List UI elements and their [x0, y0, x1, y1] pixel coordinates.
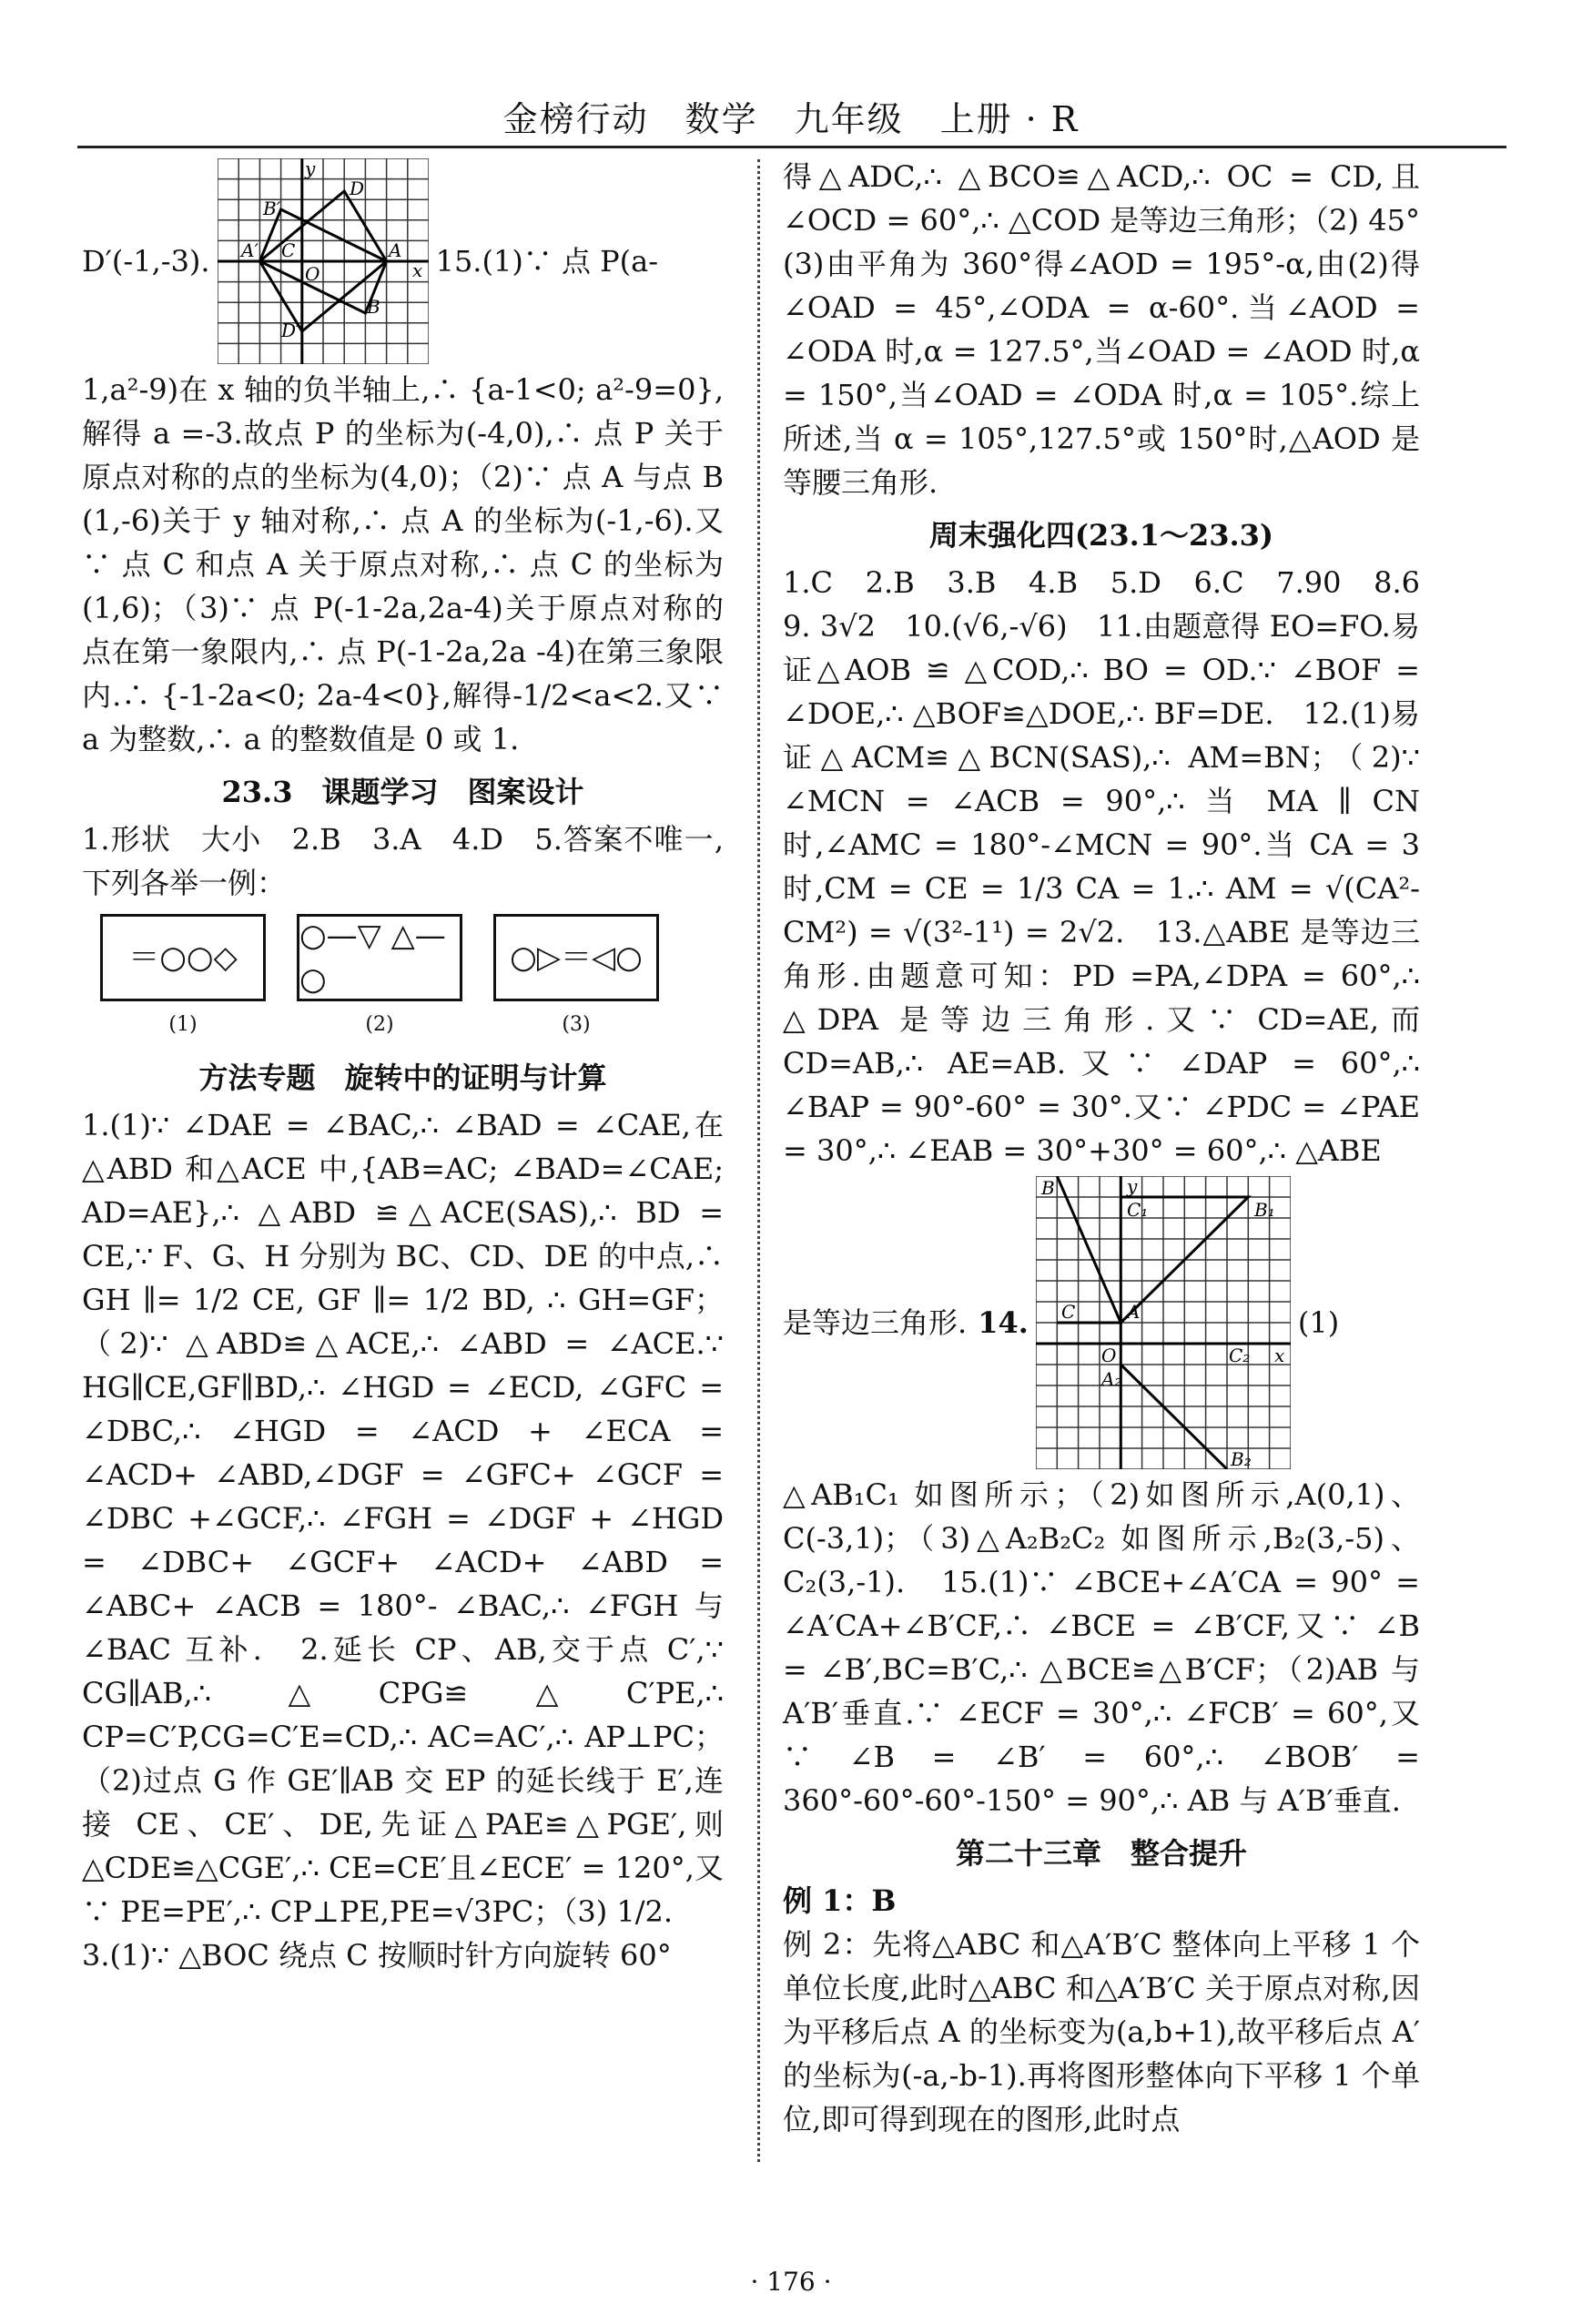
column-separator [757, 159, 760, 2162]
fig1-label-b-prime: B′ [262, 198, 280, 219]
right-p3c: (1) [1297, 1305, 1340, 1340]
right-p3a: 是等边三角形. [783, 1305, 968, 1340]
right-p6: 例 2：先将△ABC 和△A′B′C 整体向上平移 1 个单位长度,此时△ABC 和△A′B′C 关于原点对称,因为平移后点 A 的坐标变为(a,b+1),故平移后点 A′的坐标为(-a,-b-1).再将图形整体向下平移 1 个单位,即可得到现在的图形,此时点 [783, 1927, 1420, 2136]
fig1-label-c: C [280, 239, 295, 261]
fig2-label-b: B [1040, 1177, 1055, 1199]
page-number: · 176 · [750, 2267, 832, 2297]
fig1-label-a-prime: A′ [240, 239, 259, 261]
pattern-cap-2: (2) [365, 1013, 394, 1036]
pattern-cap-1: (1) [168, 1013, 198, 1036]
fig1-label-o: O [304, 263, 319, 285]
section-heading-method: 方法专题 旋转中的证明与计算 [198, 1061, 607, 1095]
header-rule [77, 146, 1506, 148]
fig1-label-b: B [366, 296, 380, 318]
right-p5: 例 1：B [783, 1883, 897, 1918]
left-p2: 1,a²-9)在 x 轴的负半轴上,∴ {a-1<0; a²-9=0},解得 a =-3.故点 P 的坐标为(-4,0),∴ 点 P 关于原点对称的点的坐标为(4,0)；（2)∵ 点 A 与点 B (1,-6)关于 y 轴对称,∴ 点 A 的坐标为(-1,-6).又∵ 点 C 和点 A 关于原点对称,∴ 点 C 的坐标为(1,6)；（3)∵ 点 P(-1-2a,2a-4)关于原点对称的点在第一象限内,∴ 点 P(-1-2a,2a -4)在第三象限内.∴ {-1-2a<0; 2a-4<0},解得-1/2<a<2.又∵ a 为整数,∴ a 的整数值是 0 或 1. [82, 372, 724, 756]
fig2-label-b2: B₂ [1230, 1448, 1252, 1469]
fig1-row [82, 155, 724, 368]
right-p2: 1.C 2.B 3.B 4.B 5.D 6.C 7.90 8.6 9. 3√2 10.(√6,-√6) 11.由题意得 EO=FO.易证△AOB ≌ △COD,∴ BO = OD.∵ ∠BOF = ∠DOE,∴ △BOF≌△DOE,∴ BF=DE. 12.(1)易证△ACM≌△BCN(SAS),∴ AM=BN；（2)∵ ∠MCN = ∠ACB = 90°,∴ 当 MA ∥ CN 时,∠AMC = 180°-∠MCN = 90°.当 CA = 3 时,CM = CE = 1/3 CA = 1.∴ AM = √(CA²-CM²) = √(3²-1¹) = 2√2. 13.△ABE 是等边三角形.由题意可知：PD =PA,∠DPA = 60°,∴ △DPA 是等边三角形.又∵ CD=AE,而 CD=AB,∴ AE=AB.又∵ ∠DAP = 60°,∴ ∠BAP = 90°-60° = 30°.又∵ ∠PDC = ∠PAE = 30°,∴ ∠EAB = 30°+30° = 60°,∴ △ABE [783, 565, 1450, 1168]
fig1-label-a: A [388, 239, 402, 261]
pattern-cap-3: (3) [562, 1013, 591, 1036]
fig2-label-y: y [1126, 1176, 1138, 1197]
fig2-label-a2: A₂ [1100, 1368, 1122, 1390]
section-heading-weekend: 周末强化四(23.1～23.3) [928, 518, 1274, 553]
left-p4: 1.(1)∵ ∠DAE = ∠BAC,∴ ∠BAD = ∠CAE,在△ABD 和△ACE 中,{AB=AC; ∠BAD=∠CAE; AD=AE},∴ △ABD ≌△ACE(SAS),∴ BD = CE,∵ F、G、H 分别为 BC、CD、DE 的中点,∴ GH ∥= 1/2 CE, GF ∥= 1/2 BD, ∴ GH=GF；（2)∵ △ABD≌△ACE,∴ ∠ABD = ∠ACE.∵ HG∥CE,GF∥BD,∴ ∠HGD = ∠ECD, ∠GFC = ∠DBC,∴ ∠HGD = ∠ACD + ∠ECA = ∠ACD+ ∠ABD,∠DGF = ∠GFC+ ∠GCF = ∠DBC +∠GCF,∴ ∠FGH = ∠DGF + ∠HGD = ∠DBC+ ∠GCF+ ∠ACD+ ∠ABD = ∠ABC+ ∠ACB = 180°- ∠BAC,∴ ∠FGH 与∠BAC 互补. 2.延长 CP、AB,交于点 C′,∵ CG∥AB,∴ △CPG≌△C′PE,∴ CP=C′P,CG=C′E=CD,∴ AC=AC′,∴ AP⊥PC；（2)过点 G 作 GE′∥AB 交 EP 的延长线于 E′,连接 CE、CE′、DE,先证△PAE≌△PGE′,则△CDE≌△CGE′,∴ CE=CE′且∠ECE′ = 120°,又∵ PE=PE′,∴ CP⊥PE,PE=√3PC；（3) 1/2. [82, 1108, 725, 1929]
fig2-label-c1: C₁ [1126, 1199, 1149, 1221]
page-header: 金榜行动 数学 九年级 上册 · R [502, 99, 1080, 139]
left-p1b: 15.(1)∵ 点 P(a- [435, 244, 659, 279]
left-p3: 1.形状 大小 2.B 3.A 4.D 5.答案不唯一,下列各举一例： [82, 822, 724, 900]
left-column [82, 155, 724, 1977]
pattern-row [100, 914, 724, 1001]
right-p3b: 14. [978, 1305, 1029, 1340]
fig2-label-b1: B₁ [1253, 1199, 1275, 1221]
fig1-label-x: x [411, 259, 422, 281]
left-p1: D′(-1,-3). [82, 244, 210, 279]
fig1-label-d: D [349, 178, 364, 199]
fig2-label-c2: C₂ [1228, 1345, 1251, 1366]
right-p1: 得△ADC,∴ △BCO≌△ACD,∴ OC = CD,且∠OCD = 60°,∴ △COD 是等边三角形；（2) 45° (3)由平角为 360°得∠AOD = 195°-α,由(2)得∠OAD = 45°,∠ODA = α-60°.当∠AOD = ∠ODA 时,α = 127.5°,当∠OAD = ∠AOD 时,α = 150°,当∠OAD = ∠ODA 时,α = 105°.综上所述,当 α = 105°,127.5°或 150°时,△AOD 是等腰三角形. [783, 159, 1450, 500]
section-heading-chapter: 第二十三章 整合提升 [955, 1836, 1247, 1871]
fig2-label-x: x [1273, 1345, 1285, 1366]
fig2-label-o: O [1100, 1345, 1117, 1366]
left-p5: 3.(1)∵ △BOC 绕点 C 按顺时针方向旋转 60° [82, 1938, 672, 1973]
coordinate-figure-1 [218, 158, 429, 364]
fig1-label-y: y [304, 158, 315, 179]
pattern-2: ○—▽ △—○ [297, 914, 462, 1001]
section-heading-23-3: 23.3 课题学习 图案设计 [221, 775, 584, 809]
right-column [783, 155, 1450, 2141]
pattern-3: ○▷＝◁○ [493, 914, 659, 1001]
pattern-captions [100, 1003, 724, 1047]
fig2-label-c: C [1060, 1301, 1076, 1323]
fig1-label-d-prime: D′ [280, 320, 300, 341]
fig2-label-a: A [1126, 1301, 1141, 1323]
coordinate-figure-2 [1036, 1176, 1291, 1469]
right-p4: △AB₁C₁ 如图所示；（2)如图所示,A(0,1)、C(-3,1)；（3)△A₂B₂C₂ 如图所示,B₂(3,-5)、C₂(3,-1). 15.(1)∵ ∠BCE+∠A′CA = 90° = ∠A′CA+∠B′CF,∴ ∠BCE = ∠B′CF,又∵ ∠B = ∠B′,BC=B′C,∴ △BCE≌△B′CF；（2)AB 与 A′B′垂直.∵ ∠ECF = 30°,∴ ∠FCB′ = 60°,又∵ ∠B = ∠B′ = 60°,∴ ∠BOB′ = 360°-60°-60°-150° = 90°,∴ AB 与 A′B′垂直. [783, 1477, 1420, 1818]
fig2-row [783, 1172, 1420, 1473]
pattern-1: ＝○○◇ [100, 914, 266, 1001]
